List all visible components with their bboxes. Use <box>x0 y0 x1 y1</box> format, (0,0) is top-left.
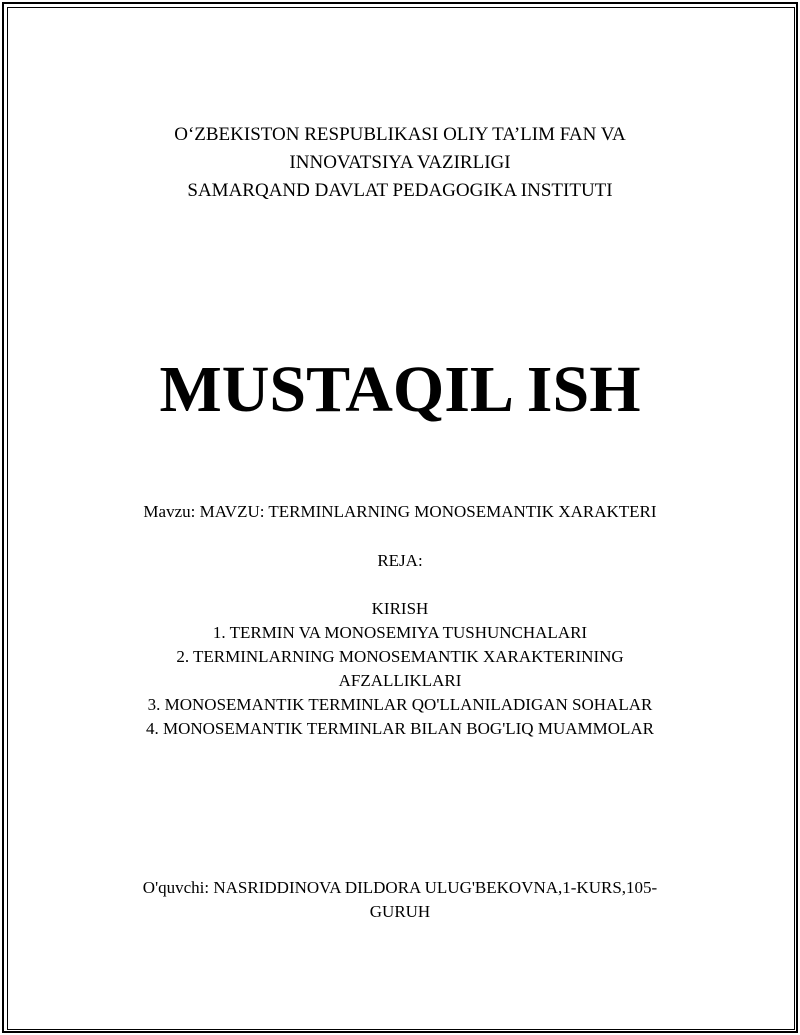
plan-item: KIRISH <box>371 599 429 618</box>
student-line: O'quvchi: NASRIDDINOVA DILDORA ULUG'BEKOVNA,1-KURS,105- <box>142 878 658 897</box>
institution-header <box>0 121 800 205</box>
header-line-ministry: O‘ZBEKISTON RESPUBLIKASI OLIY TA’LIM FAN VA <box>174 124 626 145</box>
student-info <box>0 876 800 924</box>
header-line-ministry-cont: INNOVATSIYA VAZIRLIGI <box>289 152 511 173</box>
topic-line: Mavzu: MAVZU: TERMINLARNING MONOSEMANTIK XARAKTERI <box>143 502 657 521</box>
student-line-cont: GURUH <box>369 902 431 921</box>
document-title: MUSTAQIL ISH <box>159 353 641 426</box>
header-line-institute: SAMARQAND DAVLAT PEDAGOGIKA INSTITUTI <box>187 180 613 201</box>
plan-item: 1. TERMIN VA MONOSEMIYA TUSHUNCHALARI <box>212 623 588 642</box>
plan-heading: REJA: <box>377 551 423 570</box>
plan-list <box>0 597 800 741</box>
plan-item: 3. MONOSEMANTIK TERMINLAR QO'LLANILADIGAN SOHALAR <box>147 695 653 714</box>
plan-item: AFZALLIKLARI <box>338 671 462 690</box>
plan-item: 4. MONOSEMANTIK TERMINLAR BILAN BOG'LIQ MUAMMOLAR <box>145 719 655 738</box>
plan-item: 2. TERMINLARNING MONOSEMANTIK XARAKTERINING <box>176 647 624 666</box>
